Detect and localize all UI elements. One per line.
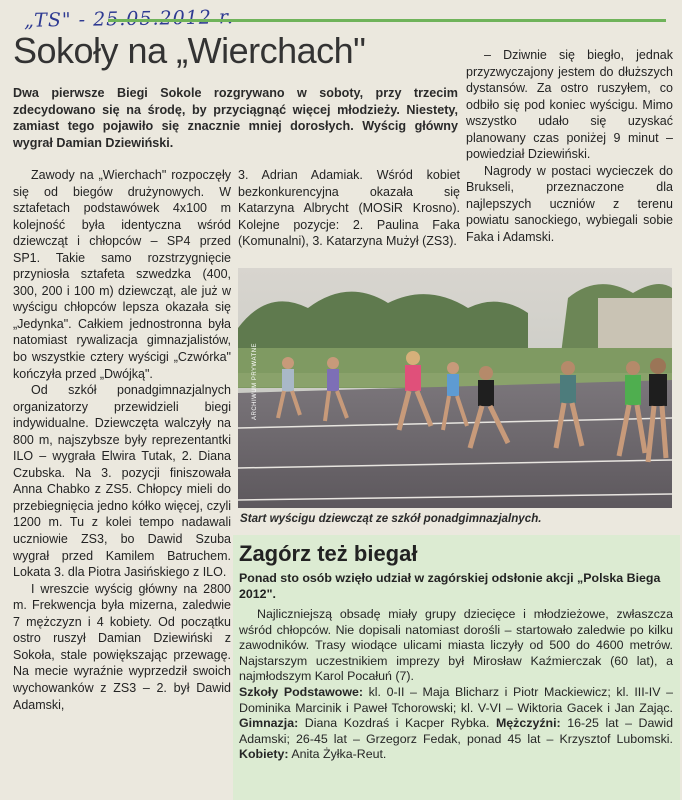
article-headline: Sokoły na „Wierchach": [13, 30, 366, 71]
paragraph: I wreszcie wyścig główny na 2800 m. Frekwencja była mizerna, zaledwie 7 mężczyzn i 4 kobiety. Od początku ostro ruszył Damian Dziewiński z Sokoła, stale powiększając przewagę. Na mecie wyraźnie wyprzedził swoich wychowanków z ZS3 – 2. był Dawid Adamski,: [13, 581, 231, 712]
article-column-3: [466, 47, 673, 267]
paragraph: Nagrody w postaci wycieczek do Brukseli, przeznaczone dla najlepszych uczniów z terenu powiatu sanockiego, wybiegali sobie Faka i Adamski.: [466, 163, 673, 245]
box-title: Zagórz też biegał: [239, 541, 418, 566]
paragraph: – Dziwnie się biegło, jednak przyzwyczajony jestem do dłuższych dystansów. Za ostro ruszyłem, co odbiło się pod koniec wyścigu. Mimo wszystko udało się uzyskać planowany czas poniżej 9 minut – powiedział Dziewiński.: [466, 48, 673, 162]
sidebar-box: [233, 535, 680, 800]
results-text-sp: kl. 0-II – Maja Blicharz i Piotr Mackiewicz; kl. III-IV – Dominika Marcinik i Paweł Tchorowski; kl. V-VI – Wiktoria Gacek i Jan Zając.: [239, 684, 673, 715]
box-intro: Ponad sto osób wzięło udział w zagórskiej odsłonie akcji „Polska Biega 2012".: [239, 571, 661, 601]
box-body: [239, 607, 673, 763]
article-lead: Dwa pierwsze Biegi Sokole rozgrywano w soboty, przy trzecim zdecydowano się na środę, by przyciągnąć więcej młodzieży. Niestety, zamiast tego pojawiło się znacznie mniej dorosłych. Wyścig główny wygrał Damian Dziewiński.: [13, 86, 458, 150]
paragraph: Zawody na „Wierchach" rozpoczęły się od biegów drużynowych. W sztafetach podstawówek 4x100 m kolejność była identyczna wśród dziewcząt i chłopców – SP4 przed SP1. Takie samo rozstrzygnięcie przyniosła sztafeta szwedzka (400, 300, 200 i 100 m) dziewcząt, ale już w wyścigu chłopców lepsza okazała się „Jedynka". Całkiem jednostronna była natomiast rywalizacja gimnazjalistów, bo wszystkie cztery wyścigi „Czwórka" kończyła przed „Dwójką".: [13, 168, 231, 381]
header-rule: [108, 19, 666, 22]
results-text-gim: Diana Kozdraś i Kacper Rybka.: [298, 716, 496, 731]
results-label-men: Mężczyźni:: [495, 716, 561, 731]
paragraph: Od szkół ponadgimnazjalnych organizatorzy przewidzieli biegi indywidualne. Dziewczęta walczyły na 800 m, najszybsze były reprezentantki ILO – wygrała Elwira Tutak, 2. Diana Czubska. Na 3. pozycji finiszowała Anna Chabko z ZS5. Chłopcy mieli do przebiegnięcia jedno kółko więcej, czyli 1200 m. Tu z kolei tempo nadawali uczniowie ZS3, bo Dawid Szuba wygrał przed Kamilem Batruchem. Lokata 3. dla Piotra Jasińskiego z ILO.: [13, 383, 231, 580]
results-label-women: Kobiety:: [239, 747, 289, 762]
handwritten-date-stamp: „TS" - 25.05.2012 r.: [23, 6, 235, 32]
results-label-sp: Szkoły Podstawowe:: [239, 684, 364, 699]
article-column-2: [238, 167, 460, 265]
race-photo-illustration: [238, 268, 672, 508]
results-paragraph: [239, 685, 673, 763]
race-start-photo: [238, 268, 672, 508]
results-text-women: Anita Żyłka-Reut.: [288, 747, 387, 762]
article-column-1: [13, 167, 231, 797]
paragraph: 3. Adrian Adamiak. Wśród kobiet bezkonkurencyjna okazała się Katarzyna Albrycht (MOSiR Krosno). Kolejne pozycje: 2. Paulina Faka (Komunalni), 3. Katarzyna Mużył (ZS3).: [238, 168, 460, 249]
results-text-men: 16-25 lat – Dawid Adamski; 26-45 lat – Grzegorz Fedak, ponad 45 lat – Krzysztof Lubomski.: [239, 716, 673, 746]
photo-caption: Start wyścigu dziewcząt ze szkół ponadgimnazjalnych.: [240, 512, 542, 525]
paragraph: Najliczniejszą obsadę miały grupy dziecięce i młodzieżowe, zwłaszcza wśród chłopców. Nie dopisali natomiast dorośli – startowało zaledwie po kilku zawodników. Trasy wiodące ulicami miasta liczyły od 500 do 4600 metrów. Najstarszym uczestnikiem imprezy był Mirosław Kaźmierczak (60 lat), a najmłodszym Karol Pocałuń (7).: [239, 607, 673, 684]
photo-credit: ARCHIWUM PRYWATNE: [252, 342, 258, 420]
results-label-gim: Gimnazja:: [239, 716, 299, 731]
